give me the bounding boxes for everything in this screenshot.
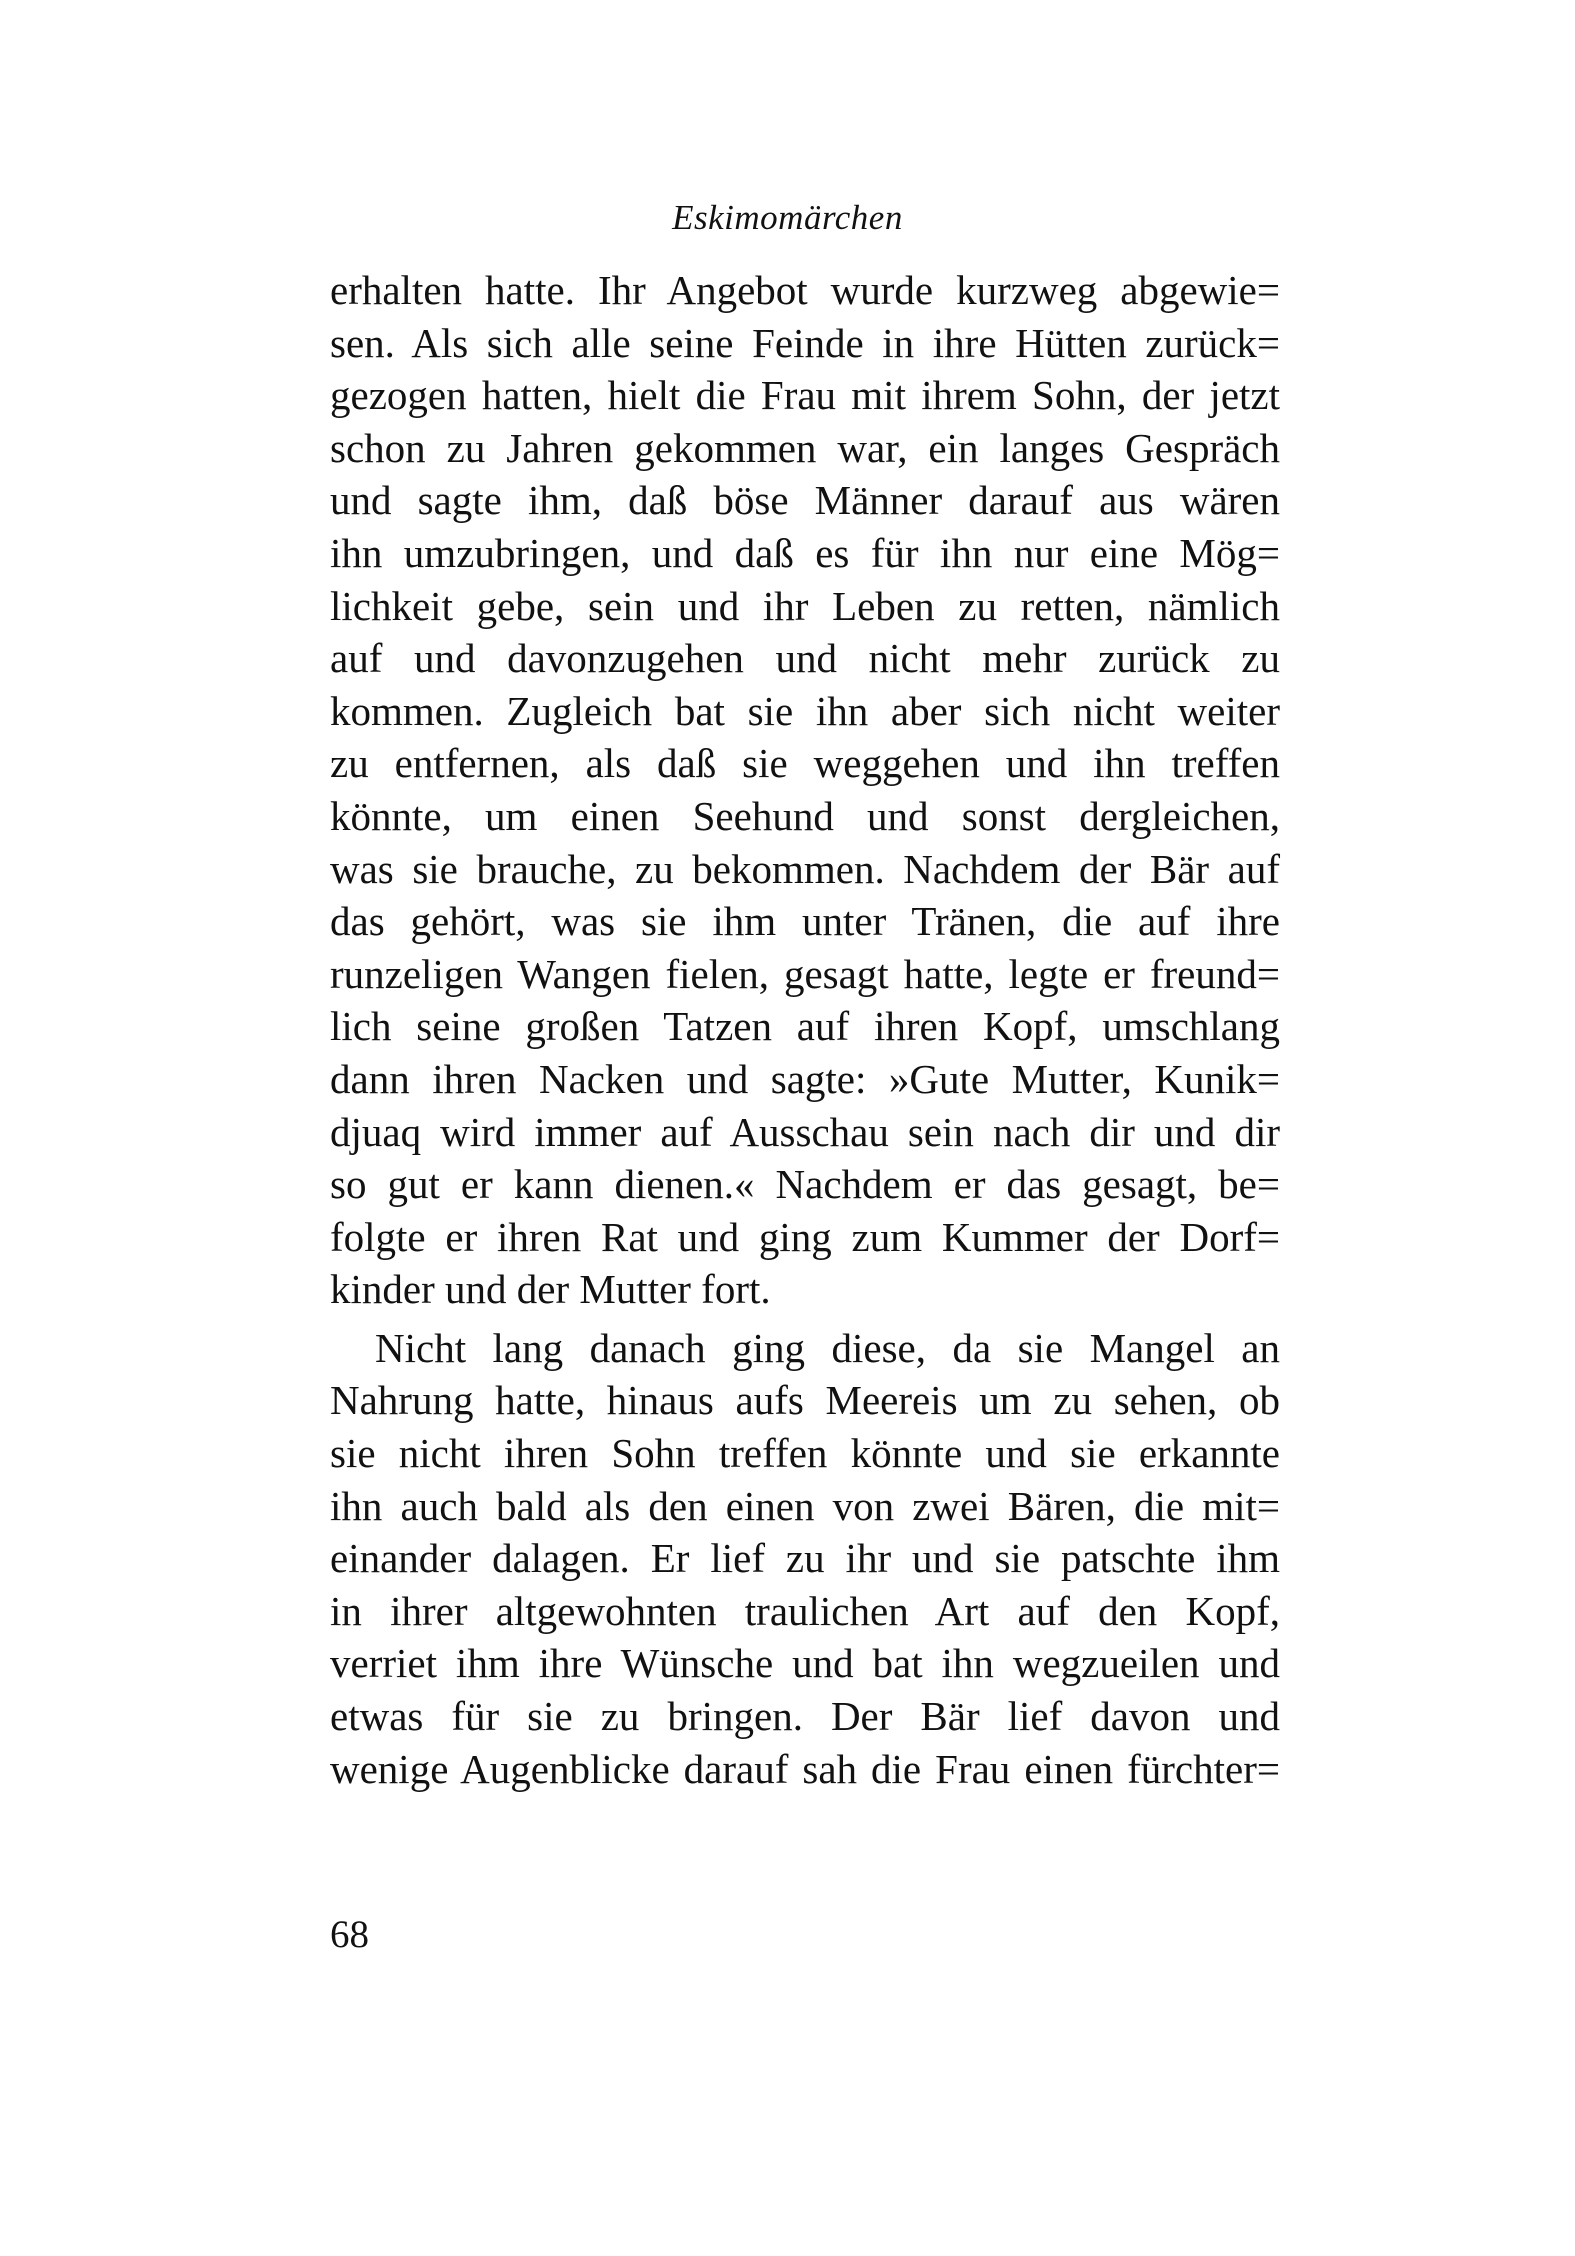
paragraph-2 <box>330 1322 1280 1795</box>
text-line: kinder und der Mutter fort. <box>330 1266 771 1313</box>
text-line: dann ihren Nacken und sagte: »Gute Mutter, Kunik= <box>330 1055 1280 1102</box>
text-line: erhalten hatte. Ihr Angebot wurde kurzweg abgewie= <box>330 267 1280 313</box>
text-line: sen. Als sich alle seine Feinde in ihre Hütten zurück= <box>330 319 1280 366</box>
page-number: 68 <box>330 1913 369 1956</box>
text-line: lich seine großen Tatzen auf ihren Kopf, umschlang <box>330 1003 1280 1050</box>
text-line: runzeligen Wangen fielen, gesagt hatte, legte er freund= <box>330 950 1280 997</box>
text-line: einander dalagen. Er lief zu ihr und sie patschte ihm <box>330 1535 1280 1582</box>
text-line: Nicht lang danach ging diese, da sie Mangel an <box>375 1324 1280 1371</box>
text-line: kommen. Zugleich bat sie ihn aber sich nicht weiter <box>330 687 1280 734</box>
text-line: etwas für sie zu bringen. Der Bär lief davon und <box>330 1693 1280 1740</box>
text-line: folgte er ihren Rat und ging zum Kummer der Dorf= <box>330 1213 1280 1260</box>
text-line: auf und davonzugehen und nicht mehr zurück zu <box>330 635 1280 682</box>
text-line: so gut er kann dienen.« Nachdem er das gesagt, be= <box>330 1161 1280 1208</box>
text-line: djuaq wird immer auf Ausschau sein nach dir und dir <box>330 1108 1280 1155</box>
text-line: gezogen hatten, hielt die Frau mit ihrem Sohn, der jetzt <box>330 372 1280 419</box>
text-line: ihn umzubringen, und daß es für ihn nur eine Mög= <box>330 529 1280 576</box>
text-line: könnte, um einen Seehund und sonst dergleichen, <box>330 792 1280 839</box>
text-line: und sagte ihm, daß böse Männer darauf aus wären <box>330 477 1280 524</box>
text-line: in ihrer altgewohnten traulichen Art auf den Kopf, <box>330 1587 1280 1634</box>
running-title: Eskimomärchen <box>672 198 903 237</box>
text-line: was sie brauche, zu bekommen. Nachdem der Bär auf <box>330 845 1280 892</box>
text-line: ihn auch bald als den einen von zwei Bären, die mit= <box>330 1482 1280 1529</box>
text-line: Nahrung hatte, hinaus aufs Meereis um zu sehen, ob <box>330 1377 1280 1424</box>
text-line: lichkeit gebe, sein und ihr Leben zu retten, nämlich <box>330 582 1280 629</box>
body-text <box>330 264 1280 1795</box>
text-line: das gehört, was sie ihm unter Tränen, die auf ihre <box>330 898 1280 945</box>
paragraph-1 <box>330 264 1280 1316</box>
text-line: schon zu Jahren gekommen war, ein langes Gespräch <box>330 424 1280 471</box>
text-line: verriet ihm ihre Wünsche und bat ihn wegzueilen und <box>330 1640 1280 1687</box>
text-line: sie nicht ihren Sohn treffen könnte und sie erkannte <box>330 1430 1280 1477</box>
text-line: zu entfernen, als daß sie weggehen und ihn treffen <box>330 740 1280 787</box>
text-line: wenige Augenblicke darauf sah die Frau einen fürchter= <box>330 1745 1280 1792</box>
